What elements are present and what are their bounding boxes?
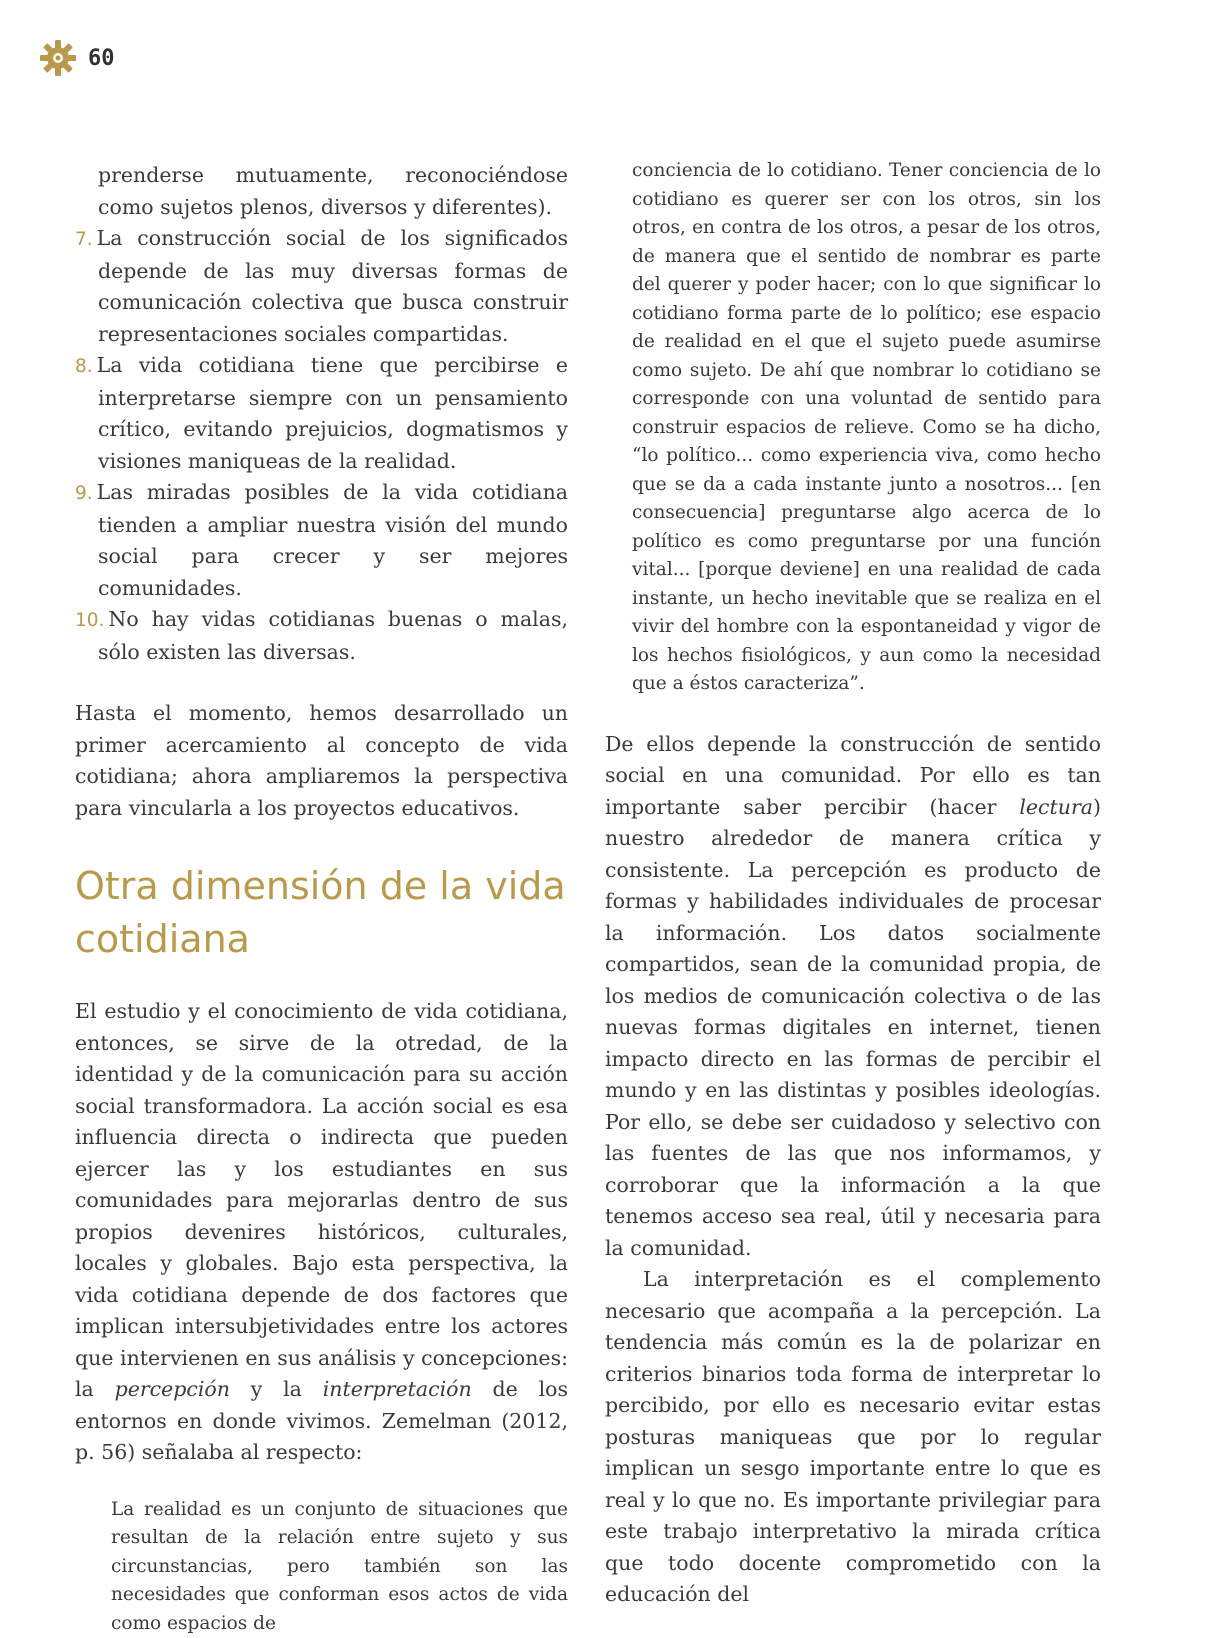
body-paragraph-interpretation: La interpretación es el complemento necesario que acompaña a la percepción. La tendencia más común es la de polarizar en criterios binarios toda forma de interpretar lo percibido, por ello es necesario evitar estas posturas maniqueas que por lo regular implican un sesgo importante entre lo que es real y lo que no. Es importante privilegiar para este trabajo interpretativo la mirada crítica que todo docente comprometido con la educación del bbox=[605, 1264, 1101, 1611]
list-item-7: 7. La construcción social de los significados depende de las muy diversas formas de comunicación colectiva que busca construir representaciones sociales compartidas. bbox=[75, 223, 568, 350]
body-paragraph-perception: De ellos depende la construcción de sentido social en una comunidad. Por ello es tan importante saber percibir (hacer lectura) nuestro alrededor de manera crítica y consistente. La percepción es producto de formas y habilidades individuales de procesar la información. Los datos socialmente compartidos, sean de la comunidad propia, de los medios de comunicación colectiva o de las nuevas formas digitales en internet, tienen impacto directo en las formas de percibir el mundo y en las distintas y posibles ideologías. Por ello, se debe ser cuidadoso y selectivo con las fuentes de las que nos informamos, y corroborar que la información a la que tenemos acceso sea real, útil y necesaria para la comunidad. bbox=[605, 729, 1101, 1265]
page-header bbox=[38, 38, 115, 78]
body-paragraph: El estudio y el conocimiento de vida cotidiana, entonces, se sirve de la otredad, de la identidad y de la comunicación para su acción social transformadora. La acción social es esa influencia directa o indirecta que pueden ejercer las y los estudiantes en sus comunidades para mejorarlas dentro de sus propios devenires históricos, culturales, locales y globales. Bajo esta perspectiva, la vida cotidiana depende de dos factores que implican intersubjetividades entre los actores que intervienen en sus análisis y concepciones: la percepción y la interpretación de los entornos en donde vivimos. Zemelman (2012, p. 56) señalaba al respecto: bbox=[75, 996, 568, 1469]
list-item-9: 9. Las miradas posibles de la vida cotidiana tienden a ampliar nuestra visión del mundo social para crecer y ser mejores comunidades. bbox=[75, 477, 568, 604]
block-quote-start: La realidad es un conjunto de situaciones que resultan de la relación entre sujeto y sus circunstancias, pero también son las necesidades que conforman esos actos de vida como espacios de bbox=[111, 1496, 568, 1638]
list-item-8: 8. La vida cotidiana tiene que percibirse e interpretarse siempre con un pensamiento crítico, evitando prejuicios, dogmatismos y visiones maniqueas de la realidad. bbox=[75, 350, 568, 477]
list-item-10: 10. No hay vidas cotidianas buenas o malas, sólo existen las diversas. bbox=[75, 604, 568, 668]
block-quote-continuation: conciencia de lo cotidiano. Tener conciencia de lo cotidiano es querer ser con los otros, sin los otros, en contra de los otros, a pesar de los otros, de manera que el sentido de nombrar es parte del querer y poder hacer; con lo que significar lo cotidiano forma parte de lo político; ese espacio de realidad en el que el sujeto puede asumirse como sujeto. De ahí que nombrar lo cotidiano se corresponde con una voluntad de sentido para construir espacios de relieve. Como se ha dicho, “lo político... como experiencia viva, como hecho que se da a cada instante junto a nosotros... [en consecuencia] preguntarse algo acerca de lo político es como preguntarse por una función vital... [porque deviene] en una realidad de cada instante, un hecho inevitable que se realiza en el vivir del hombre con la espontaneidad y vigor de los hechos fisiológicos, y aun como la necesidad que a éstos caracteriza”. bbox=[632, 157, 1101, 699]
intro-paragraph: Hasta el momento, hemos desarrollado un primer acercamiento al concepto de vida cotidiana; ahora ampliaremos la perspectiva para vincularla a los proyectos educativos. bbox=[75, 698, 568, 824]
section-heading: Otra dimensión de la vida cotidiana bbox=[75, 860, 568, 966]
gear-emblem-icon bbox=[38, 38, 78, 78]
page-number: 60 bbox=[88, 46, 115, 71]
list-item-continuation: prenderse mutuamente, reconociéndose como sujetos plenos, diversos y diferentes). bbox=[75, 160, 568, 223]
left-column bbox=[75, 160, 568, 1638]
numbered-list bbox=[75, 160, 568, 668]
right-column bbox=[605, 160, 1101, 1611]
